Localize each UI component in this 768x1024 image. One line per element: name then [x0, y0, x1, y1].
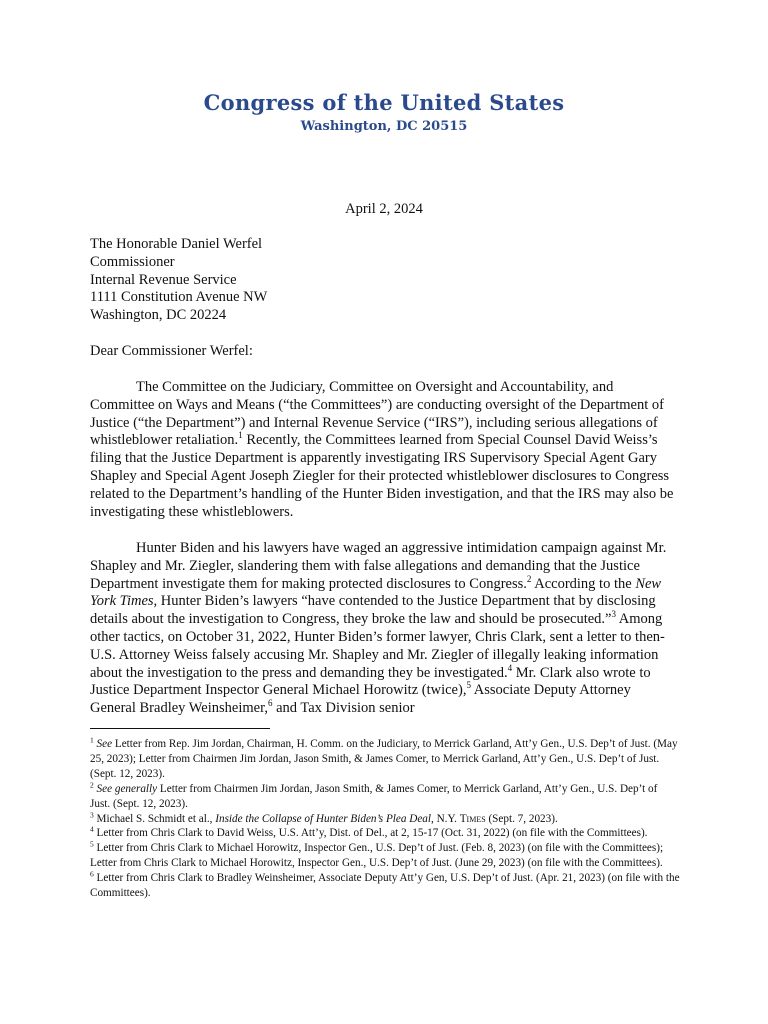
footnote-3: [90, 809, 680, 827]
footnote-ref-1: 1: [238, 430, 243, 441]
footnote-number: 2: [90, 779, 94, 789]
footnote-article-title: Inside the Collapse of Hunter Biden’s Plea Deal: [215, 812, 431, 825]
recipient-agency: Internal Revenue Service: [90, 271, 237, 288]
letter-date: April 2, 2024: [345, 201, 423, 217]
footnote-number: 5: [90, 839, 94, 849]
p2-text-c: , Hunter Biden’s lawyers “have contended to the Justice Department that by disclosing details about the investigation to Congress, they broke the law and should be prosecuted.”: [90, 593, 656, 628]
footnote-number: 3: [90, 809, 94, 819]
footnote-ref-4: 4: [507, 662, 513, 673]
footnote-publication: Times: [459, 812, 486, 825]
recipient-name: The Honorable Daniel Werfel: [90, 236, 263, 252]
footnote-number: 6: [90, 869, 94, 879]
footnote-1: [90, 737, 680, 782]
p2-text-a: Hunter Biden and his lawyers have waged an aggressive intimidation campaign against Mr. Shapley and Mr. Ziegler, slandering them with false allegations and demanding that the Justice Department investigate them for making protected disclosures to Congress.: [90, 540, 667, 592]
p1-text-a: The Committee on the Judiciary, Committee on Oversight and Accountability, and Committee on Ways and Means (“the Committees”) are conducting oversight of the Department of Justice (“the Department”) and Internal Revenue Service (“IRS”), including serious allegations of whistleblower retaliation.: [90, 379, 664, 449]
letterhead-title: Congress of the United States: [203, 90, 565, 115]
p1-text-b: Recently, the Committees learned from Special Counsel David Weiss’s filing that the Justice Department is apparently investigating IRS Supervisory Special Agent Gary Shapley and Special Agent Joseph Ziegler for their protected whistleblower disclosures to Congress related to the Department’s handling of the Hunter Biden investigation, and that the IRS may also be investigating these whistleblowers.: [90, 432, 674, 520]
salutation: Dear Commissioner Werfel:: [90, 343, 253, 359]
footnote-text: Letter from Chris Clark to Bradley Weinsheimer, Associate Deputy Att’y Gen, U.S. Dep’t of Just. (Apr. 21, 2023) (on file with the Committees).: [90, 872, 680, 900]
footnote-divider: [90, 728, 270, 729]
recipient-street: 1111 Constitution Avenue NW: [90, 289, 268, 306]
footnote-signal: See: [96, 738, 113, 750]
recipient-city: Washington, DC 20224: [90, 307, 227, 324]
recipient-address: [90, 236, 680, 325]
p2-text-d: Among other tactics, on October 31, 2022, Hunter Biden’s former lawyer, Chris Clark, sent a letter to then-U.S. Attorney Weiss falsely accusing Mr. Shapley and Mr. Ziegler of illegally leaking information about the investigation to the press and demanding they be investigated.: [90, 611, 665, 681]
footnote-2: [90, 779, 680, 812]
footnote-text: Michael S. Schmidt et al.,: [93, 812, 216, 825]
footnotes: [90, 737, 680, 901]
footnote-ref-3: 3: [611, 609, 616, 620]
letterhead-subtitle: Washington, DC 20515: [300, 119, 468, 134]
footnote-text: (Sept. 7, 2023).: [485, 812, 558, 825]
p2-text-e: Mr. Clark also wrote to Justice Department Inspector General Michael Horowitz (twice),: [90, 664, 651, 699]
footnote-6: [90, 871, 680, 901]
p2-text-b: According to the: [531, 575, 636, 592]
p2-text-f: Associate Deputy Attorney General Bradley Weinsheimer,: [90, 682, 631, 717]
footnote-text: Letter from Chris Clark to David Weiss, U.S. Att’y, Dist. of Del., at 2, 15-17 (Oct. 31, 2022) (on file with the Committees).: [93, 827, 648, 840]
footnote-text: , N.Y.: [431, 812, 460, 825]
footnote-ref-2: 2: [526, 573, 532, 584]
footnote-number: 4: [90, 824, 94, 834]
paragraph-2: [90, 540, 680, 718]
footnote-ref-6: 6: [267, 698, 273, 709]
p2-text-g: and Tax Division senior: [272, 700, 415, 717]
p2-nyt: New York Times: [90, 575, 662, 610]
footnote-4: [90, 826, 680, 841]
footnote-signal: See generally: [96, 782, 158, 795]
footnote-text: Letter from Chairmen Jim Jordan, Jason Smith, & James Comer, to Merrick Garland, Att’y Gen., U.S. Dep’t of Just. (Sept. 12, 2023).: [90, 782, 658, 810]
letterhead: [0, 90, 768, 136]
footnote-ref-5: 5: [466, 680, 471, 691]
footnote-number: 1: [90, 735, 94, 745]
recipient-title: Commissioner: [90, 253, 175, 270]
footnote-text: Letter from Rep. Jim Jordan, Chairman, H. Comm. on the Judiciary, to Merrick Garland, Att’y Gen., U.S. Dep’t of Just. (May 25, 2023); Letter from Chairmen Jim Jordan, Jason Smith, & James Comer, to Merrick Garland, Att’y Gen., U.S. Dep’t of Just. (Sept. 12, 2023).: [90, 738, 678, 780]
footnote-5: [90, 841, 680, 871]
footnote-text: Letter from Chris Clark to Michael Horowitz, Inspector Gen., U.S. Dep’t of Just. (Feb. 8, 2023) (on file with the Committees); Letter from Chris Clark to Michael Horowitz, Inspector Gen., U.S. Dep’t of Just. (June 29, 2023) (on file with the Committees).: [90, 842, 664, 870]
paragraph-1: [90, 379, 680, 521]
